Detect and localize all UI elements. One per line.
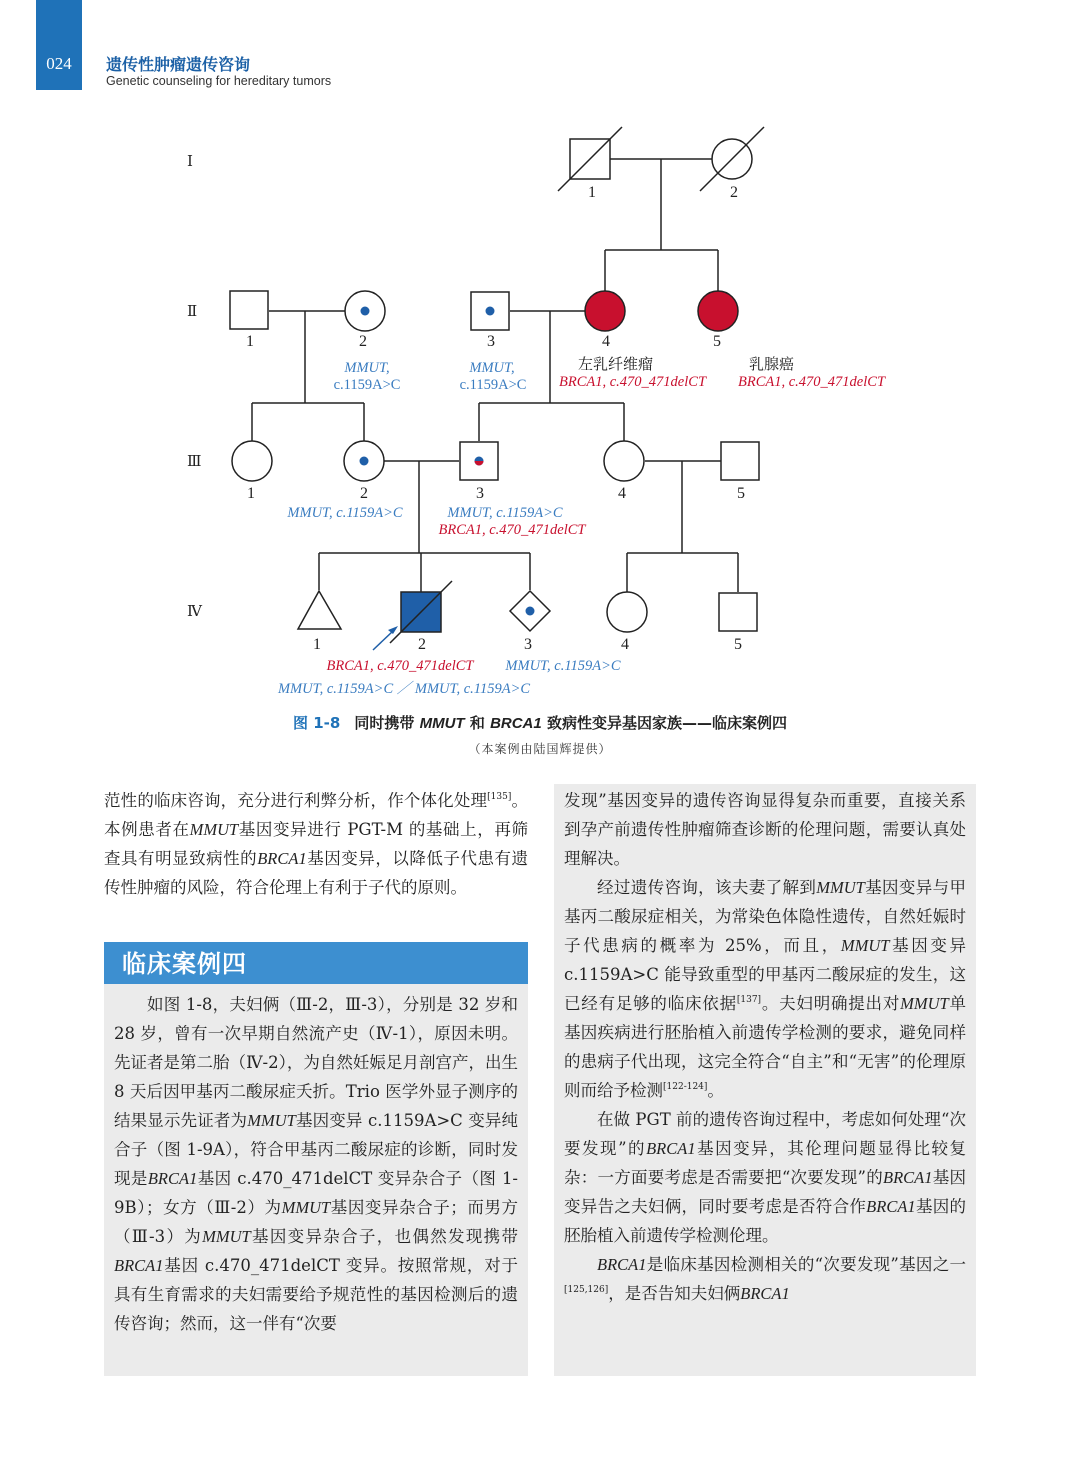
figure-caption: 图 1-8 同时携带 MMUT 和 BRCA1 致病性变异基因家族——临床案例四 (293, 714, 787, 732)
individual-II-5 (698, 291, 738, 331)
genotype-note: MMUT, (344, 360, 390, 376)
individual-number: 3 (487, 333, 495, 350)
body-text-left-top: 范性的临床咨询，充分进行利弊分析，作个体化处理[135]。本例患者在MMUT基因变异进行 PGT-M 的基础上，再筛查具有明显致病性的BRCA1基因变异，以降低子代患有遗传性肿瘤的风险，符合伦理上有利于子代的原则。 (104, 791, 529, 897)
carrier-dot (361, 307, 370, 316)
carrier-dot (486, 307, 495, 316)
generation-label: Ⅲ (187, 452, 202, 470)
individual-number: 1 (588, 184, 596, 201)
individual-II-4 (585, 291, 625, 331)
genotype-note: BRCA1, c.470_471delCT (438, 522, 586, 538)
individual-II-1 (230, 291, 268, 329)
generation-label: Ⅰ (187, 152, 193, 170)
genotype-note: c.1159A>C (333, 377, 401, 393)
individual-IV-1 (298, 591, 341, 629)
individual-number: 2 (359, 333, 367, 350)
individual-number: 2 (418, 636, 426, 653)
individual-number: 3 (476, 485, 484, 502)
carrier-dot (360, 457, 369, 466)
individual-number: 2 (360, 485, 368, 502)
genotype-note: MMUT, c.1159A>C (505, 658, 621, 674)
individual-number: 1 (313, 636, 321, 653)
genotype-note: BRCA1, c.470_471delCT (326, 658, 474, 674)
genotype-note: BRCA1, c.470_471delCT (738, 374, 886, 390)
page-number-tab (36, 0, 82, 90)
section-title: 临床案例四 (122, 950, 247, 978)
diagnosis-note: 左乳纤维瘤 (578, 355, 654, 373)
individual-number: 1 (246, 333, 254, 350)
genotype-note: BRCA1, c.470_471delCT (559, 374, 707, 390)
individual-IV-5 (719, 593, 757, 631)
individual-III-5 (721, 442, 759, 480)
individual-III-4 (604, 441, 644, 481)
individual-number: 5 (737, 485, 745, 502)
individual-number: 4 (602, 333, 610, 350)
genotype-note: MMUT, (469, 360, 515, 376)
individual-number: 1 (247, 485, 255, 502)
page-number: 024 (46, 54, 72, 73)
individual-number: 4 (618, 485, 626, 502)
individual-number: 5 (734, 636, 742, 653)
diagnosis-note: 乳腺癌 (749, 355, 795, 373)
genotype-note: MMUT, c.1159A>C ／ MMUT, c.1159A>C (277, 681, 531, 697)
genotype-note: MMUT, c.1159A>C (287, 505, 403, 521)
case-text-right: 发现”基因变异的遗传咨询显得复杂而重要，直接关系到孕产前遗传性肿瘤筛查诊断的伦理问题，需要认真处理解决。 经过遗传咨询，该夫妻了解到MMUT基因变异与甲基丙二酸尿症相关，为常染色体隐性遗传，自然妊娠时子代患病的概率为 25%，而且，MMUT基因变异 c.1159A>C 能导致重型的甲基丙二酸尿症的发生，这已经有足够的临床依据[137]。夫妇明确提出对MMUT单基因疾病进行胚胎植入前遗传学检测的要求，避免同样的患病子代出现，这完全符合“自主”和“无害”的伦理原则而给予检测[122-124]。 在做 PGT 前的遗传咨询过程中，考虑如何处理“次要发现”的BRCA1基因变异，其伦理问题显得比较复杂：一方面要考虑是否需要把“次要发现”的BRCA1基因变异告之夫妇俩，同时要考虑是否符合作BRCA1基因的胚胎植入前遗传学检测伦理。 BRCA1是临床基因检测相关的“次要发现”基因之一[125,126]，是否告知夫妇俩BRCA1 (564, 791, 967, 1303)
individual-number: 4 (621, 636, 629, 653)
individual-IV-4 (607, 592, 647, 632)
carrier-dot (526, 607, 535, 616)
individual-number: 5 (713, 333, 721, 350)
individual-number: 3 (524, 636, 532, 653)
generation-label: Ⅱ (187, 302, 198, 320)
genotype-note: MMUT, c.1159A>C (447, 505, 563, 521)
running-title-en: Genetic counseling for hereditary tumors (106, 74, 332, 88)
individual-III-1 (232, 441, 272, 481)
generation-label: Ⅳ (187, 602, 202, 620)
figure-label: 图 1-8 (293, 714, 341, 732)
figure-credit: （本案例由陆国辉提供） (468, 742, 612, 756)
case-text-left: 如图 1-8，夫妇俩（Ⅲ-2，Ⅲ-3），分别是 32 岁和 28 岁，曾有一次早期自然流产史（Ⅳ-1），原因未明。先证者是第二胎（Ⅳ-2），为自然妊娠足月剖宫产，出生 8 天后因甲基丙二酸尿症夭折。Trio 医学外显子测序的结果显示先证者为MMUT基因变异 c.1159A>C 变异纯合子（图 1-9A），符合甲基丙二酸尿症的诊断，同时发现是BRCA1基因 c.470_471delCT 变异杂合子（图 1-9B）；女方（Ⅲ-2）为MMUT基因变异杂合子；而男方（Ⅲ-3）为MMUT基因变异杂合子，也偶然发现携带BRCA1基因 c.470_471delCT 变异。按照常规，对于具有生育需求的夫妇需要给予规范性的基因检测后的遗传咨询；然而，这一伴有“次要 (114, 995, 519, 1333)
proband-arrow (373, 631, 393, 650)
running-title-zh: 遗传性肿瘤遗传咨询 (106, 55, 251, 74)
genotype-note: c.1159A>C (459, 377, 527, 393)
pedigree-chart (0, 110, 1080, 710)
individual-number: 2 (730, 184, 738, 201)
